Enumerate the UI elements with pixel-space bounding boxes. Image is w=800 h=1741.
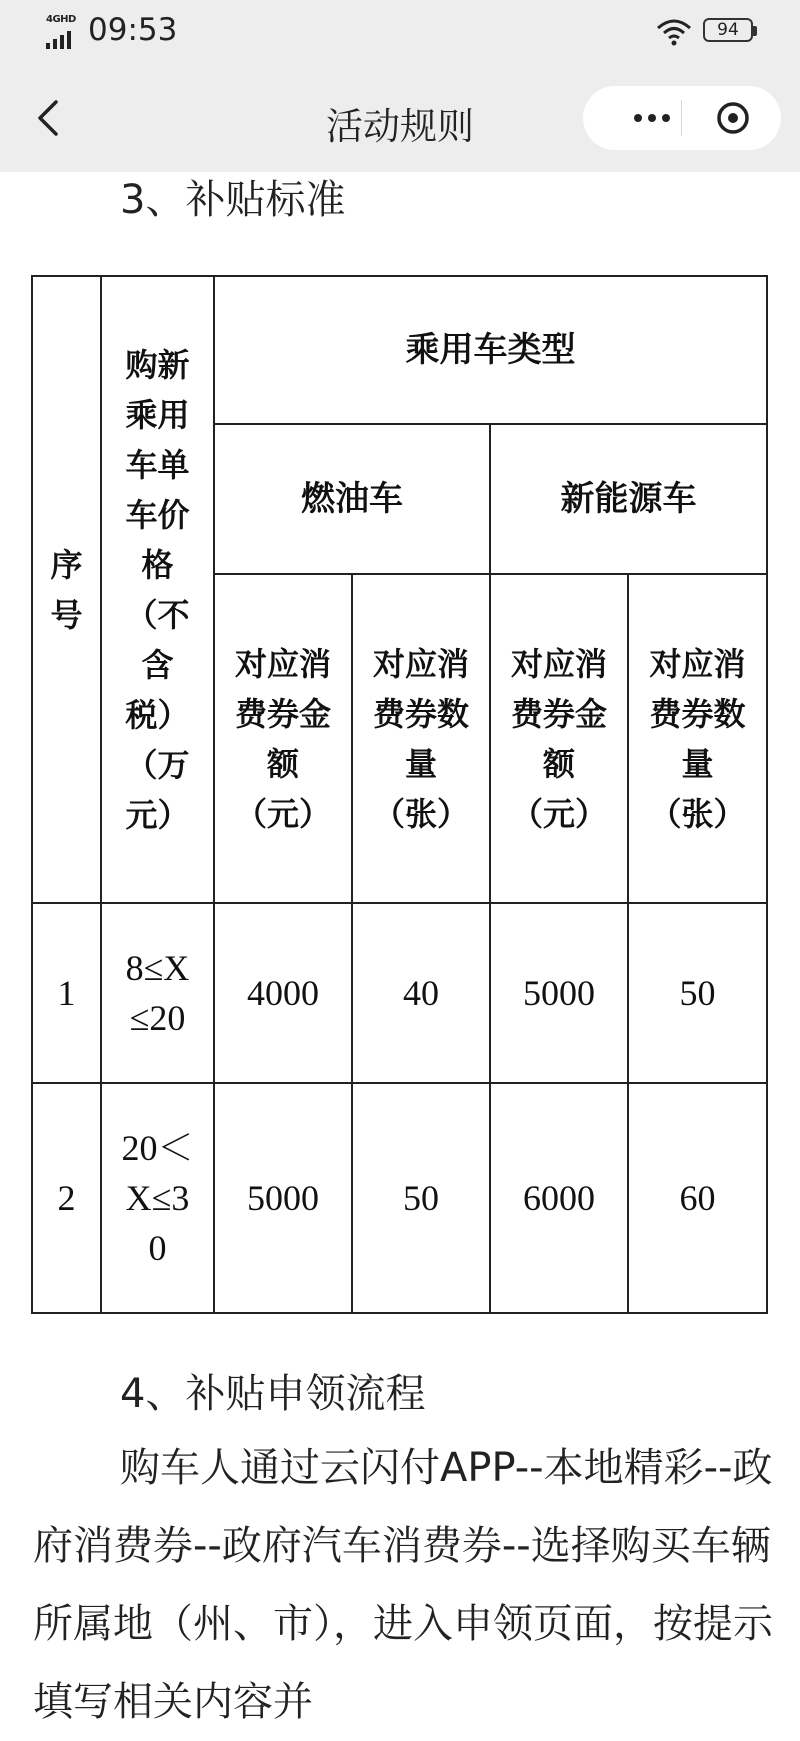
header-nev-count: 对应消费券数量（张） [628, 574, 767, 903]
table-row [32, 1083, 767, 1313]
cell-price: 8≤X≤20 [101, 903, 214, 1083]
cell-fuel-amount: 4000 [214, 903, 352, 1083]
cell-nev-count: 50 [628, 903, 767, 1083]
battery-indicator: 94 [703, 18, 753, 42]
table-row [32, 903, 767, 1083]
header-fuel-amount: 对应消费券金额（元） [214, 574, 352, 903]
section-4-heading: 4、补贴申领流程 [120, 1371, 426, 1417]
cell-seq: 1 [32, 903, 101, 1083]
subsidy-standard-table [31, 275, 768, 1314]
cell-price: 20＜X≤30 [101, 1083, 214, 1313]
header-new-energy-vehicle: 新能源车 [490, 424, 767, 574]
cell-nev-amount: 5000 [490, 903, 628, 1083]
header-fuel-vehicle: 燃油车 [214, 424, 490, 574]
section-4-paragraph [33, 1429, 773, 1741]
cell-fuel-count: 40 [352, 903, 490, 1083]
section-3-heading: 3、补贴标准 [120, 177, 346, 223]
cell-nev-count: 60 [628, 1083, 767, 1313]
cell-nev-amount: 6000 [490, 1083, 628, 1313]
header-nev-amount: 对应消费券金额（元） [490, 574, 628, 903]
more-menu-icon[interactable] [613, 86, 691, 150]
nav-bar [0, 66, 800, 172]
status-time: 09:53 [88, 12, 178, 48]
wifi-icon [656, 18, 692, 46]
cell-fuel-amount: 5000 [214, 1083, 352, 1313]
header-vehicle-type: 乘用车类型 [214, 276, 767, 424]
header-price: 购新乘用车单车价格 （不含税）（万元） [101, 276, 214, 903]
section-4-text: 购车人通过云闪付APP--本地精彩--政府消费券--政府汽车消费券--选择购买车辆所属地（州、市），进入申领页面，按提示填写相关内容并 [33, 1445, 773, 1725]
cell-seq: 2 [32, 1083, 101, 1313]
network-type-label: 4GHD [46, 14, 76, 25]
page-title: 活动规则 [326, 105, 474, 148]
status-bar [0, 0, 800, 66]
header-fuel-count: 对应消费券数量（张） [352, 574, 490, 903]
capsule-divider [681, 100, 682, 136]
cell-fuel-count: 50 [352, 1083, 490, 1313]
header-seq: 序号 [32, 276, 101, 903]
close-circle-icon[interactable] [715, 100, 751, 136]
signal-icon [44, 16, 80, 46]
mini-program-capsule [583, 86, 781, 150]
